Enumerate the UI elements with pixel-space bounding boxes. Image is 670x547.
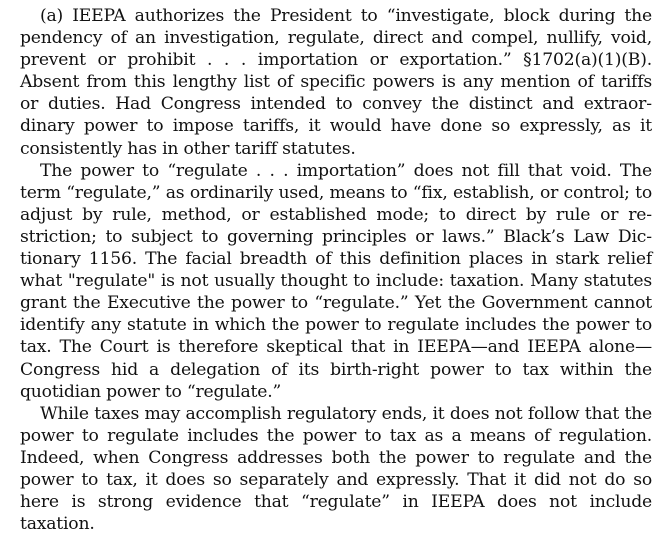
paragraph-taxes-regulatory-ends: While taxes may accomplish regulatory ends, it does not follow that the power to regulate includes the power to tax as a means of regulation. Indeed, when Congress addresses both the power to regulate and the power to tax, it does so separately and expressly. That it did not do so here is strong evidence that “regulate” in IEEPA does not include taxation. xyxy=(20,403,652,535)
paragraph-power-to-regulate: The power to “regulate . . . importation” does not fill that void. The term “regulate,” as ordinarily used, means to “fix, establish, or control; to adjust by rule, method, or established mode; to direct by rule or restriction; to subject to governing principles or laws.” Black’s Law Dictionary 1156. The facial breadth of this definition places in stark relief what "regulate" is not usually thought to include: taxation. Many statutes grant the Executive the power to “regulate.” Yet the Government cannot identify any statute in which the power to regulate includes the power to tax. The Court is therefore skeptical that in IEEPA—and IEEPA alone—Congress hid a delegation of its birth-right power to tax within the quotidian power to “regulate.” xyxy=(20,160,652,402)
paragraph-ieepa-authorization: (a) IEEPA authorizes the President to “investigate, block during the pendency of an investigation, regulate, direct and compel, nullify, void, prevent or prohibit . . . importation or exportation.” §1702(a)(1)(B). Absent from this lengthy list of specific powers is any mention of tariffs or duties. Had Congress intended to convey the distinct and extraordinary power to impose tariffs, it would have done so expressly, as it consistently has in other tariff statutes. xyxy=(20,6,652,159)
